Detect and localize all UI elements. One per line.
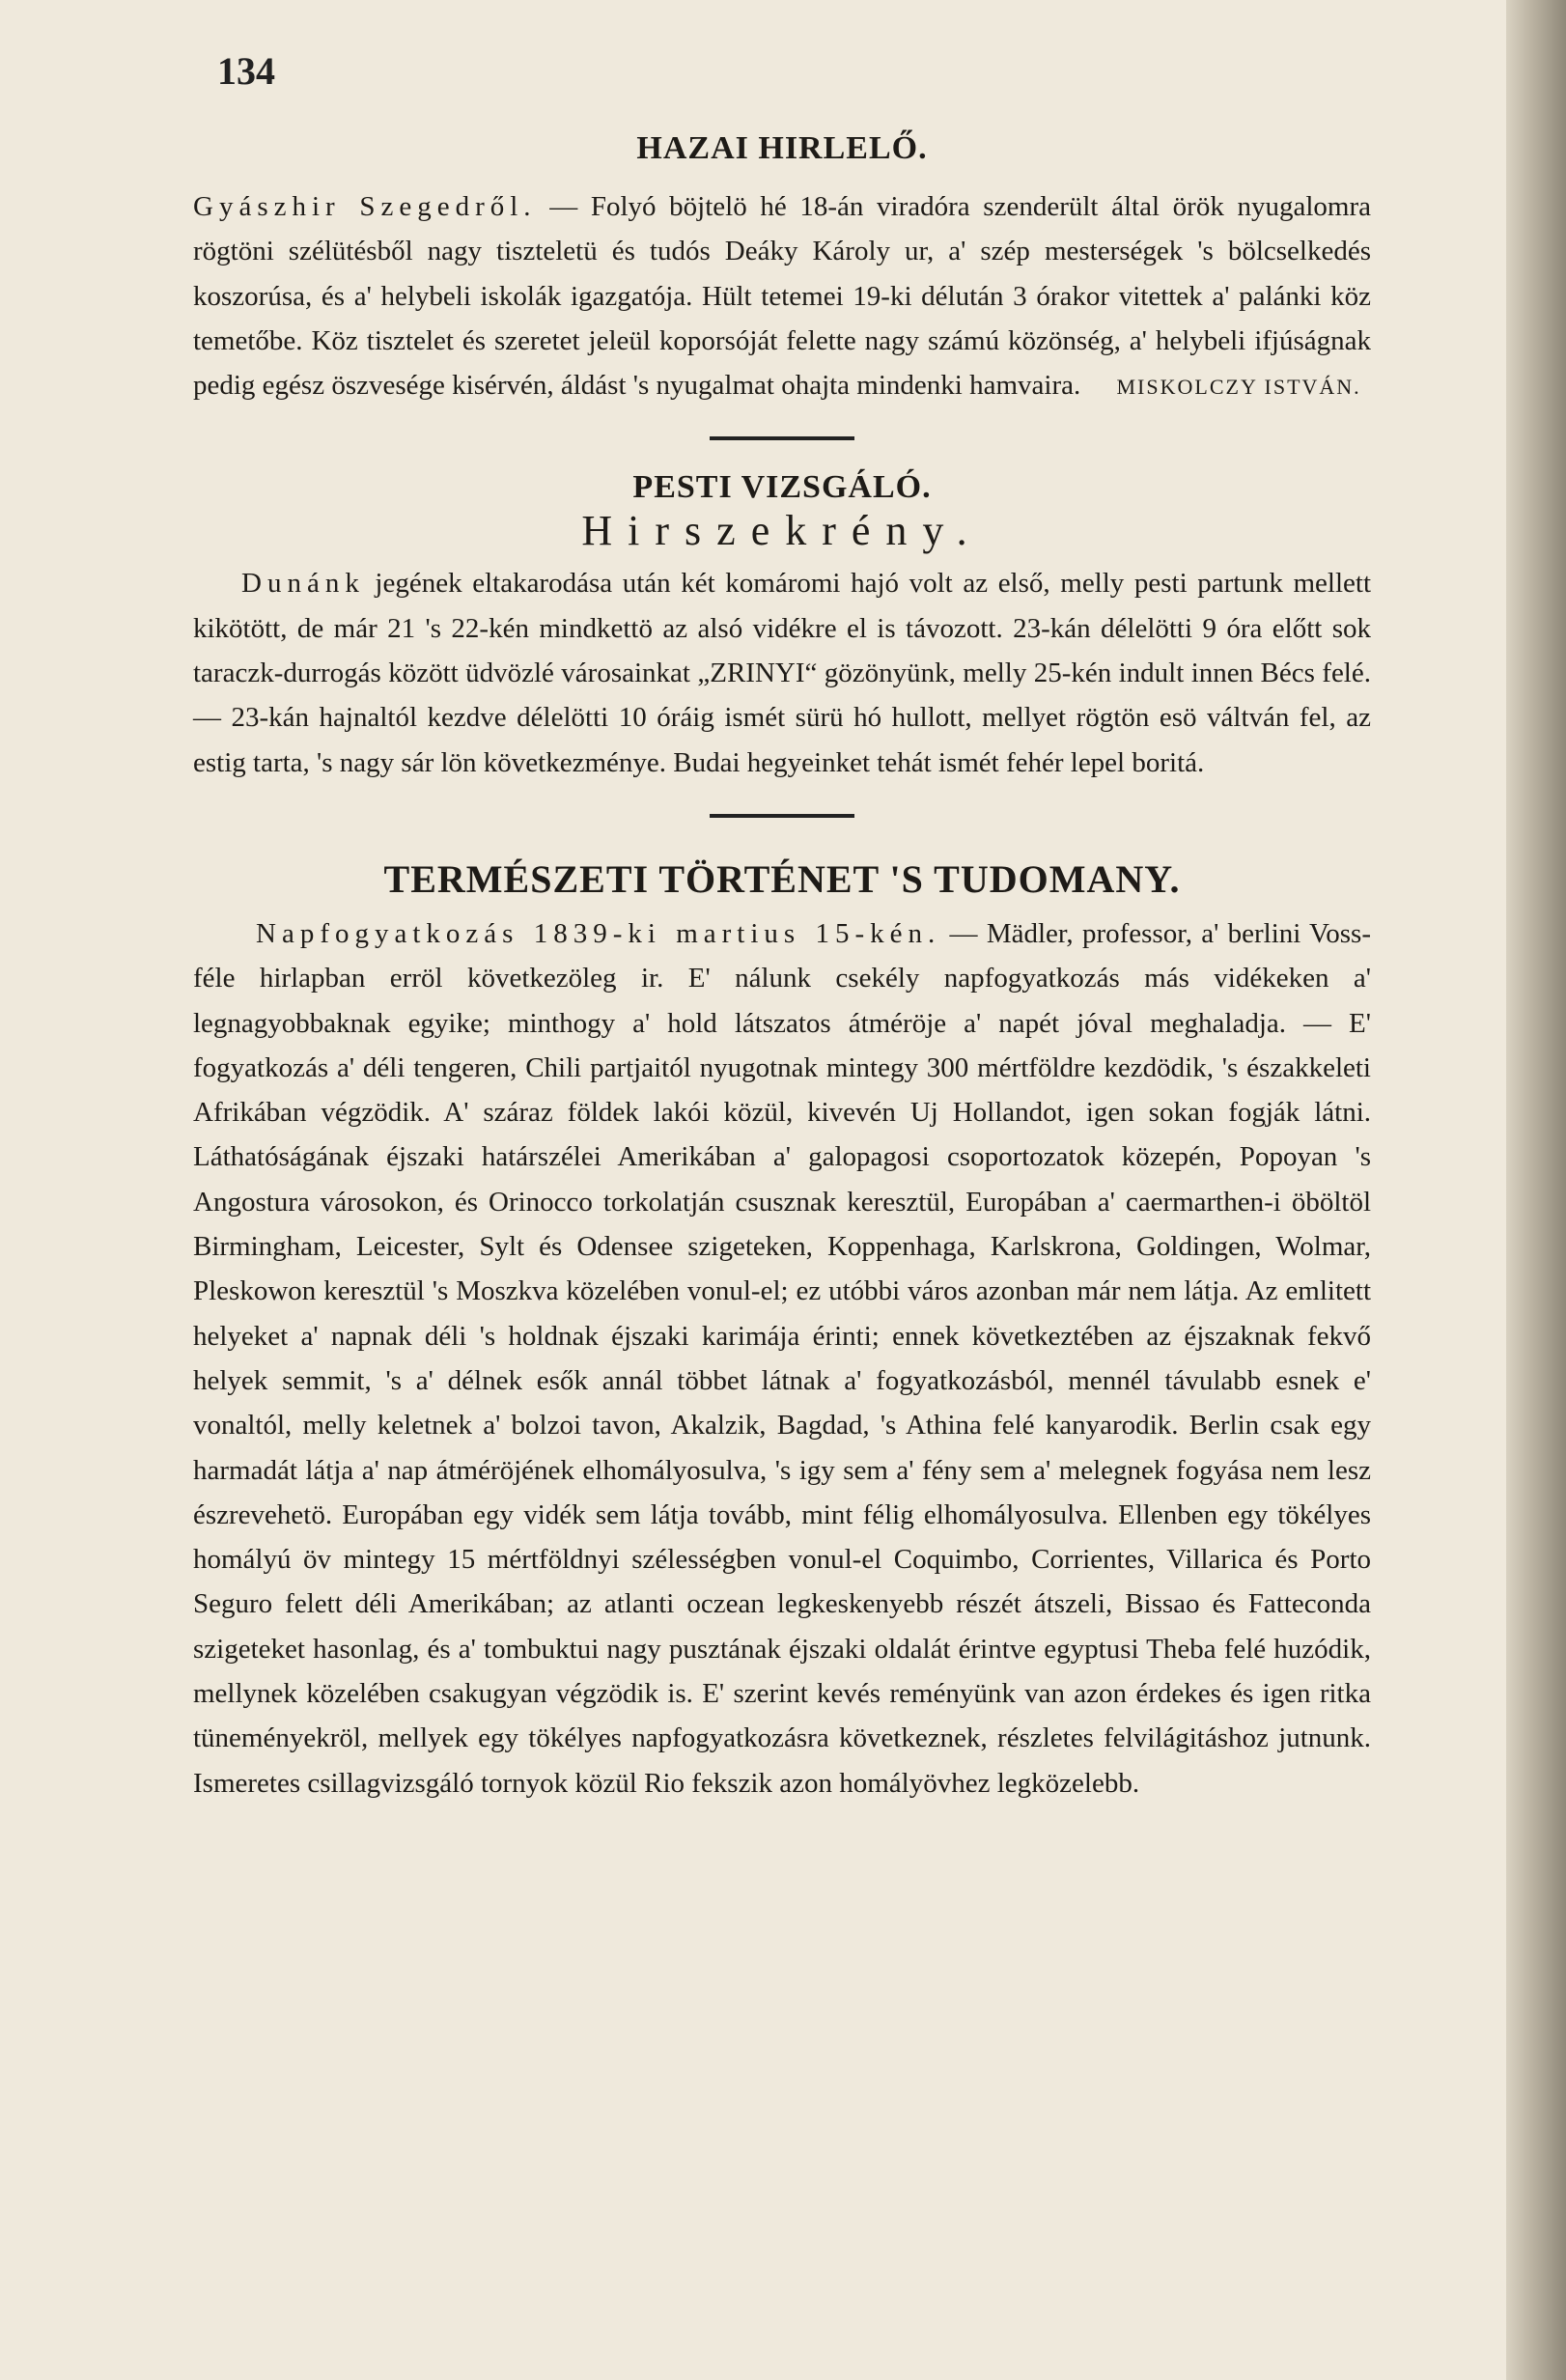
section-title-hazai-hirlelo: HAZAI HIRLELŐ. xyxy=(636,130,928,166)
article-napfogyatkozas xyxy=(193,911,1371,1806)
article-text: — Folyó böjtelö hé 18-án viradóra szenderült által örök nyugalomra rögtöni szélütésből nagy tiszteletü és tudós Deáky Károly ur, a' szép mesterségek 's bölcselkedés koszorúsa, és a' helybeli iskolák igazgatója. Hült tetemei 19-ki délután 3 órakor vitettek a' palánki köz temetőbe. Köz tisztelet és szeretet jeleül koporsóját felette nagy számú közönség, a' helybeli ifjúságnak pedig egész öszvesége kisérvén, áldást 's nyugalmat ohajta mindenki hamvaira. xyxy=(193,191,1371,402)
article-dunank xyxy=(193,561,1371,784)
article-lead: Gyászhir Szegedről. xyxy=(193,191,537,222)
article-gyaszhir xyxy=(193,184,1371,409)
page-content xyxy=(193,39,1371,1806)
section-title-termeszeti-tortenet: TERMÉSZETI TÖRTÉNET 'S TUDOMANY. xyxy=(383,856,1181,901)
page-edge xyxy=(1506,0,1566,2380)
subtitle-hirszekreny: Hirszekrény. xyxy=(581,507,983,555)
page-number: 134 xyxy=(217,49,275,93)
article-lead: Napfogyatkozás 1839-ki martius 15-kén. xyxy=(256,917,941,949)
article-text: jegének eltakarodása után két komáromi hajó volt az első, melly pesti partunk mellett kikötött, de már 21 's 22-kén mindkettö az alsó vidékre el is távozott. 23-kán délelötti 9 óra előtt sok taraczk-durrogás között üdvözlé városainkat „ZRINYI“ gözönyünk, melly 25-kén indult innen Bécs felé. — 23-kán hajnaltól kezdve délelötti 10 óráig ismét sürü hó hullott, mellyet rögtön esö váltván fel, az estig tarta, 's nagy sár lön következménye. Budai hegyeinket tehát ismét fehér lepel boritá. xyxy=(193,568,1371,778)
signature: MISKOLCZY ISTVÁN. xyxy=(1116,375,1361,400)
article-lead: Dunánk xyxy=(241,568,365,600)
section-title-pesti-vizsgalo: PESTI VIZSGÁLÓ. xyxy=(632,469,932,506)
article-text: — Mädler, professor, a' berlini Voss-féle hirlapban erröl következöleg ir. E' nálunk csekély napfogyatkozás más vidékeken a' legnagyobbaknak egyike; minthogy a' hold látszatos átméröje a' napét jóval meghaladja. — E' fogyatkozás a' déli tengeren, Chili partjaitól nyugotnak mintegy 300 mértföldre kezdödik, 's északkeleti Afrikában végzödik. A' száraz földek lakói közül, kivevén Uj Hollandot, igen sokan fogják látni. Láthatóságának éjszaki határszélei Amerikában a' galopagosi csoportozatok közepén, Popoyan 's Angostura városokon, és Orinocco torkolatján csusznak keresztül, Europában a' caermarthen-i öböltöl Birmingham, Leicester, Sylt és Odensee szigeteken, Koppenhaga, Karlskrona, Goldingen, Wolmar, Pleskowon keresztül 's Moszkva közelében vonul-el; ez utóbbi város azonban már nem látja. Az emlitett helyeket a' napnak déli 's holdnak éjszaki karimája érinti; ennek következtében az éjszaknak fekvő helyek semmit, 's a' délnek esők annál többet látnak a' fogyatkozásból, mennél távulabb esnek e' vonaltól, melly keletnek a' bolzoi tavon, Akalzik, Bagdad, 's Athina felé kanyarodik. Berlin csak egy harmadát látja a' nap átméröjének elhomályosulva, 's igy sem a' fény sem a' melegnek fogyása nem lesz észrevehetö. Europában egy vidék sem látja tovább, mint félig elhomályosulva. Ellenben egy tökélyes homályú öv mintegy 15 mértföldnyi szélességben vonul-el Coquimbo, Corrientes, Villarica és Porto Seguro felett déli Amerikában; az atlanti oczean legkeskenyebb részét átszeli, Bissao és Fatteconda szigeteket hasonlag, és a' tombuktui nagy pusztának éjszaki oldalát érintve egyptusi Theba felé huzódik, mellynek közelében csakugyan végzödik is. E' szerint kevés reményünk van azon érdekes és igen ritka tüneményekröl, mellyek egy tökélyes napfogyatkozásra következnek, részletes felvilágitáshoz jutnunk. Ismeretes csillagvizsgáló tornyok közül Rio fekszik azon homályövhez legközelebb. xyxy=(193,917,1371,1799)
